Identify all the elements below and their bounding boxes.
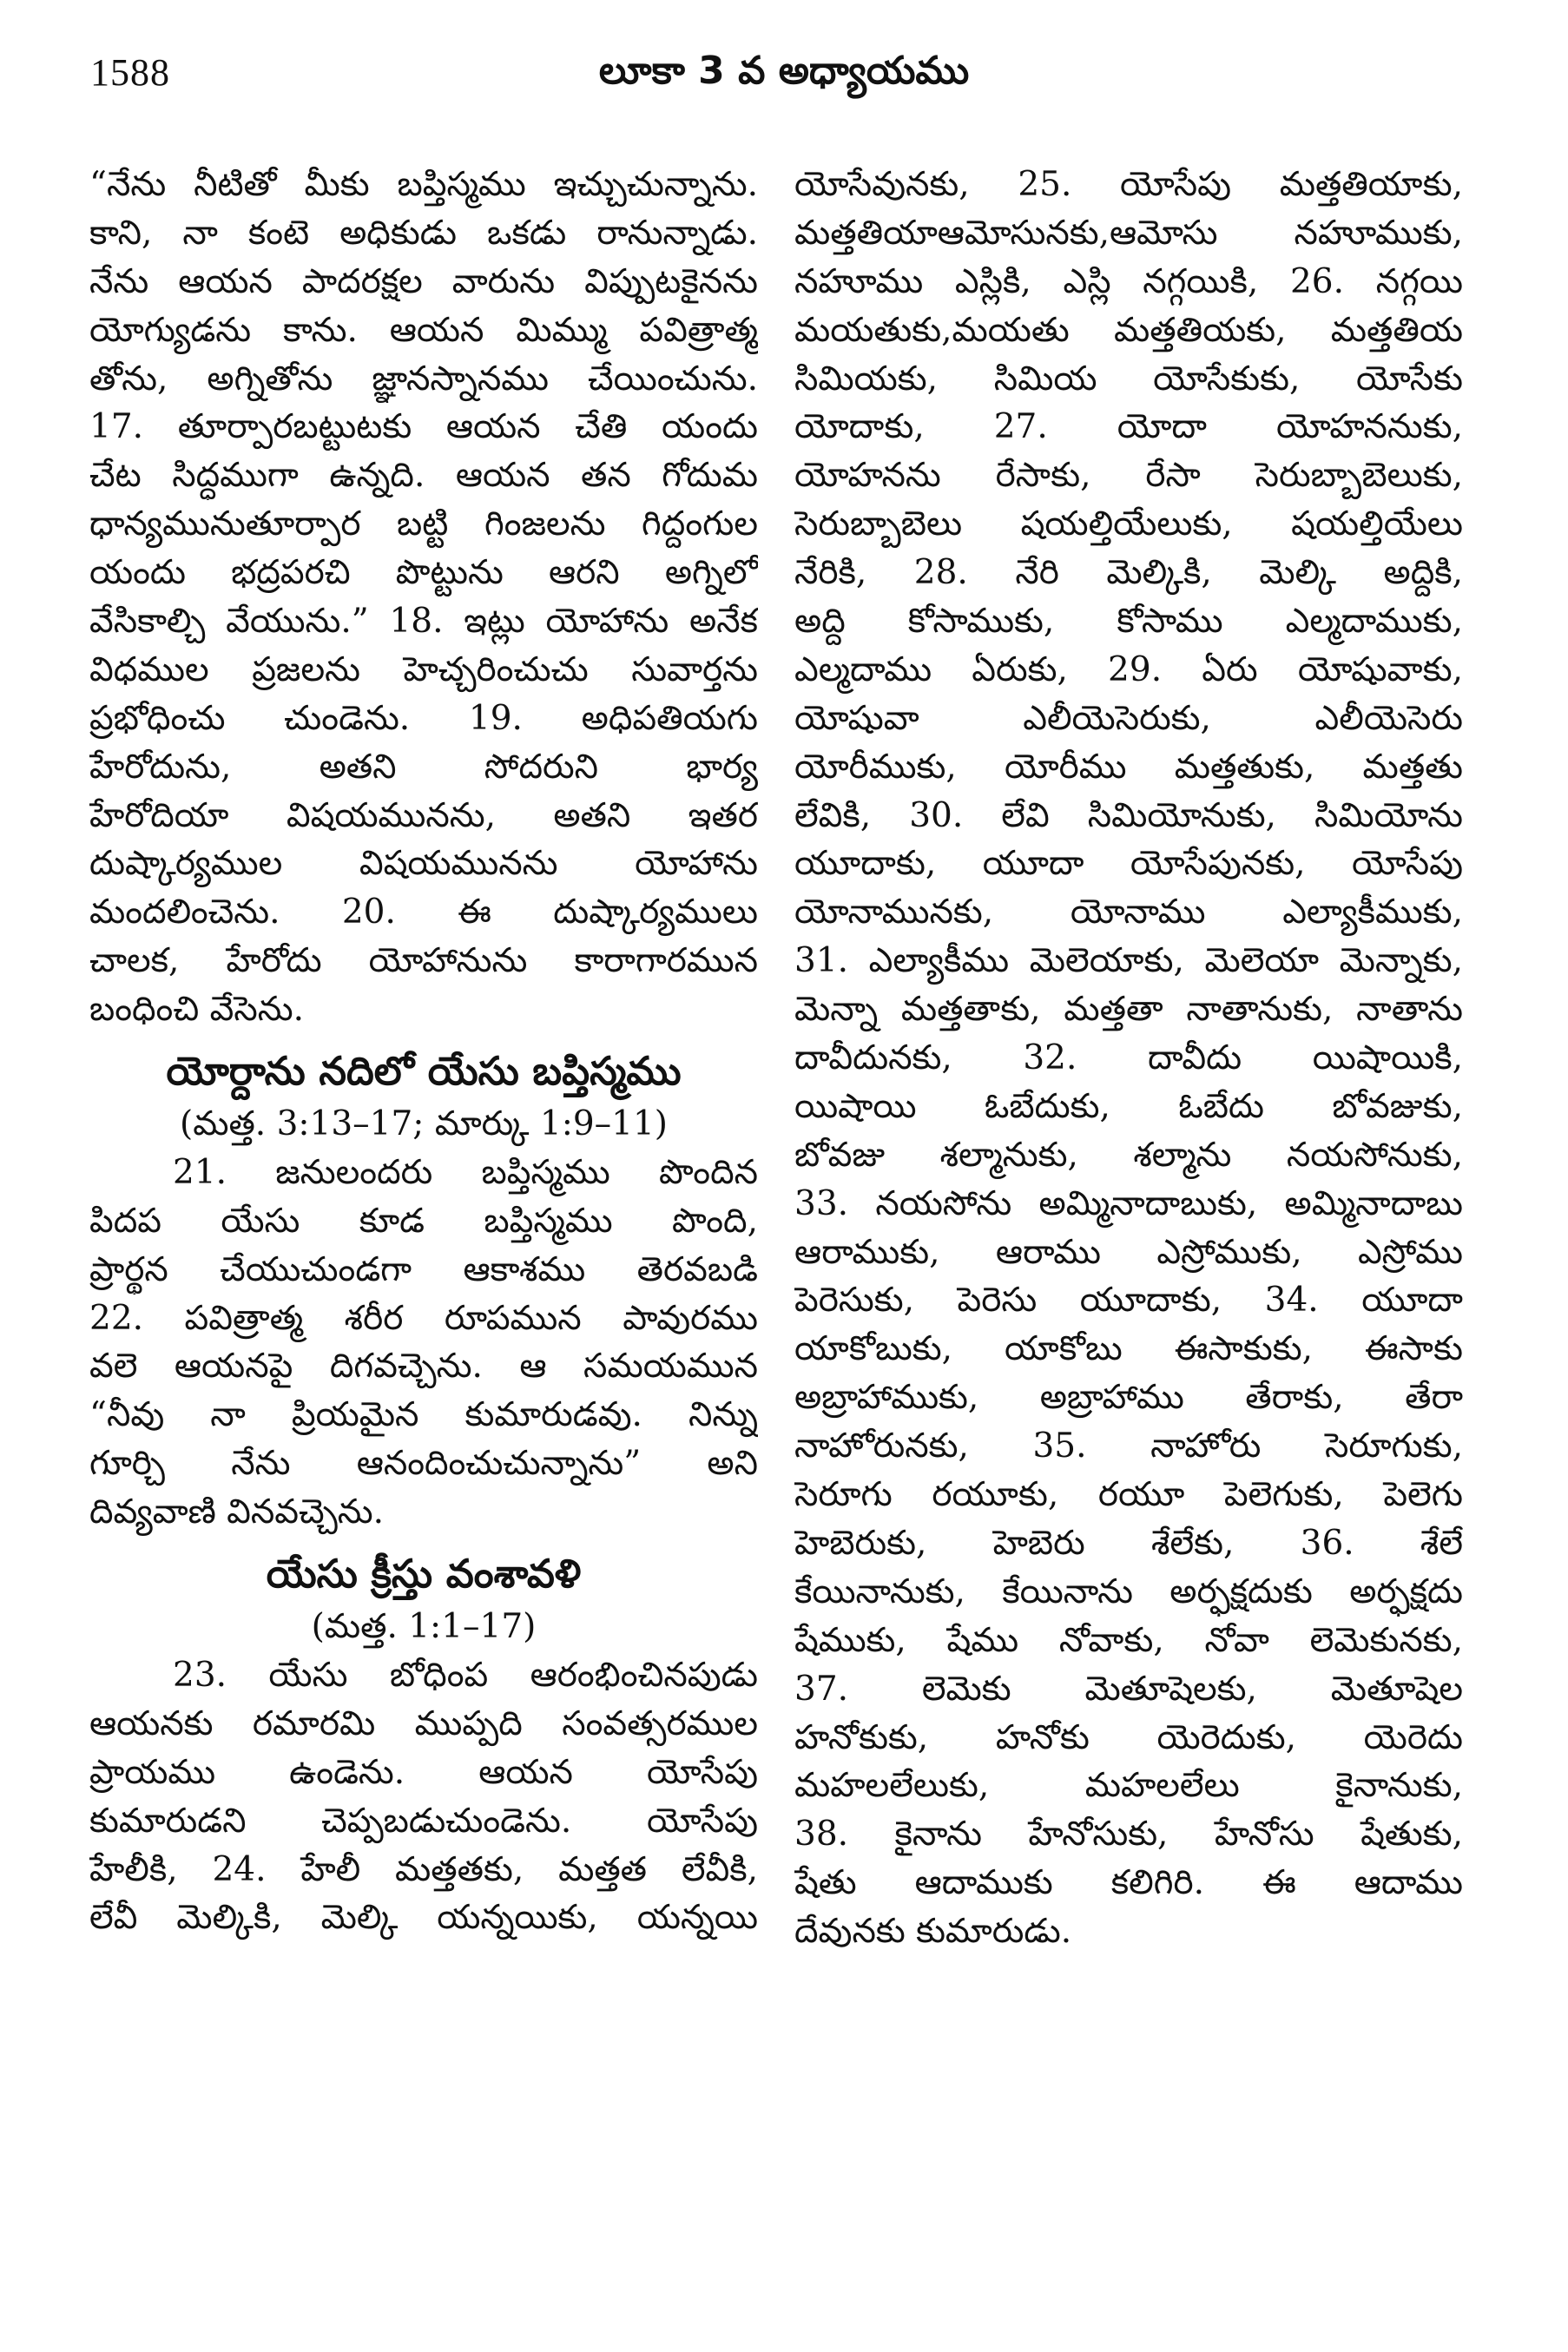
cross-reference-baptism: (మత్త. 3:13–17; మార్కు 1:9–11): [179, 1104, 668, 1144]
text-line: చాలక, హేరోదు యోహానును కారాగారమున: [89, 941, 758, 981]
text-line: హెబెరుకు, హెబెరు శేలేకు, 36. శేలే: [794, 1523, 1463, 1563]
paragraph-verses-16-20: [89, 161, 758, 1034]
text-line: యోషువా ఎలీయెసెరుకు, ఎలీయెసెరు: [794, 698, 1463, 738]
text-line: బంధించి వేసెను.: [89, 990, 304, 1030]
text-line: చేట సిద్ధముగా ఉన్నది. ఆయన తన గోదుమ: [89, 456, 758, 496]
text-line: హనోకుకు, హనోకు యెరెదుకు, యెరెదు: [794, 1717, 1463, 1757]
text-line: తోను, అగ్నితోను జ్ఞానస్నానము చేయించును.: [89, 359, 758, 399]
text-line: 22. పవిత్రాత్మ శరీర రూపమున పావురము: [89, 1298, 758, 1338]
text-line: గూర్చి నేను ఆనందించుచున్నాను” అని: [89, 1444, 758, 1484]
text-line: యందు భద్రపరచి పొట్టును ఆరని అగ్నిలో: [89, 553, 758, 593]
text-line: కేయినానుకు, కేయినాను అర్ఫక్షదుకు అర్ఫక్షదు: [794, 1571, 1463, 1611]
text-line: ఆరాముకు, ఆరాము ఎస్రోముకు, ఎస్రోము: [794, 1232, 1463, 1272]
text-line: వలె ఆయనపై దిగవచ్చెను. ఆ సమయమున: [89, 1347, 758, 1387]
paragraph-verses-23-24: [89, 1651, 758, 1942]
paragraph-verses-25-38: [794, 161, 1463, 1956]
running-head: లూకా 3 వ అధ్యాయము: [598, 49, 970, 93]
text-line: ఎల్మదాము ఏరుకు, 29. ఏరు యోషువాకు,: [794, 649, 1463, 689]
text-line: మహలలేలుకు, మహలలేలు కైనానుకు,: [794, 1766, 1463, 1806]
paragraph-verses-21-22: [89, 1149, 758, 1537]
text-line: కుమారుడని చెప్పబడుచుండెను. యోసేపు: [89, 1801, 758, 1841]
text-line: మెన్నా మత్తతాకు, మత్తతా నాతానుకు, నాతాను: [794, 990, 1463, 1030]
text-line: 33. నయసోను అమ్మినాదాబుకు, అమ్మినాదాబు: [794, 1183, 1463, 1223]
text-line: అబ్రాహాముకు, అబ్రాహాము తేరాకు, తేరా: [794, 1378, 1463, 1418]
text-line: లేవికి, 30. లేవి సిమియోనుకు, సిమియోను: [794, 795, 1463, 835]
text-line: “నేను నీటితో మీకు బప్తిస్మము ఇచ్చుచున్నాను.: [89, 165, 758, 204]
left-column: [89, 161, 758, 1942]
text-line: పిదప యేసు కూడ బప్తిస్మము పొంది,: [89, 1201, 758, 1241]
text-line: ఆయనకు రమారమి ముప్పది సంవత్సరముల: [89, 1703, 758, 1743]
text-line: 21. జనులందరు బప్తిస్మము పొందిన: [173, 1152, 758, 1192]
text-line: మత్తతియాఆమోసునకు,ఆమోసు నహూముకు,: [794, 213, 1463, 253]
text-line: మయతుకు,మయతు మత్తతియకు, మత్తతియ: [794, 310, 1463, 350]
text-line: దుష్కార్యముల విషయమునను యోహాను: [89, 844, 758, 884]
text-line: యోరీముకు, యోరీము మత్తతుకు, మత్తతు: [794, 747, 1463, 787]
text-line: దివ్యవాణి వినవచ్చెను.: [89, 1492, 385, 1532]
text-line: యోహనను రేసాకు, రేసా సెరుబ్బాబెలుకు,: [794, 456, 1463, 496]
text-line: సెరూగు రయూకు, రయూ పెలెగుకు, పెలెగు: [794, 1475, 1463, 1515]
right-column: [794, 161, 1463, 1956]
text-line: ప్రార్థన చేయుచుండగా ఆకాశము తెరవబడి: [89, 1249, 758, 1289]
text-line: నహూము ఎస్లికి, ఎస్లి నగ్గయికి, 26. నగ్గయి: [794, 261, 1463, 301]
text-line: హేరోదును, అతని సోదరుని భార్య: [89, 747, 758, 787]
page-number: 1588: [90, 51, 170, 94]
text-line: లేవీ మెల్కికి, మెల్కి యన్నయికు, యన్నయి: [89, 1898, 758, 1938]
text-line: 37. లెమెకు మెతూషెలకు, మెతూషెల: [794, 1669, 1463, 1709]
text-line: యోదాకు, 27. యోదా యోహననుకు,: [794, 407, 1463, 447]
cross-reference-genealogy: (మత్త. 1:1–17): [311, 1607, 537, 1647]
text-line: దేవునకు కుమారుడు.: [794, 1912, 1072, 1952]
text-line: షేముకు, షేము నోవాకు, నోవా లెమెకునకు,: [794, 1620, 1463, 1660]
text-line: 17. తూర్పారబట్టుటకు ఆయన చేతి యందు: [89, 407, 758, 447]
text-line: దావీదునకు, 32. దావీదు యిషాయికి,: [794, 1038, 1463, 1078]
text-line: 23. యేసు బోధింప ఆరంభించినపుడు: [173, 1655, 758, 1695]
text-line: యూదాకు, యూదా యోసేపునకు, యోసేపు: [794, 844, 1463, 884]
text-line: వేసికాల్చి వేయును.” 18. ఇట్లు యోహాను అనేక: [89, 602, 758, 642]
text-line: 31. ఎల్యాకీము మెలెయాకు, మెలెయా మెన్నాకు,: [794, 941, 1463, 981]
text-line: యోనామునకు, యోనాము ఎల్యాకీముకు,: [794, 893, 1463, 932]
text-line: బోవజు శల్మానుకు, శల్మాను నయసోనుకు,: [794, 1135, 1463, 1175]
text-line: విధముల ప్రజలను హెచ్చరించుచు సువార్తను: [89, 649, 758, 689]
text-line: “నీవు నా ప్రియమైన కుమారుడవు. నిన్ను: [89, 1395, 758, 1435]
text-line: 38. కైనాను హేనోసుకు, హేనోసు షేతుకు,: [794, 1815, 1463, 1855]
text-line: అద్ది కోసాముకు, కోసాము ఎల్మదాముకు,: [794, 602, 1463, 642]
text-line: మందలించెను. 20. ఈ దుష్కార్యములు: [89, 893, 758, 932]
text-line: నేరికి, 28. నేరి మెల్కికి, మెల్కి అద్దికి,: [794, 553, 1463, 593]
text-line: షేతు ఆదాముకు కలిగిరి. ఈ ఆదాము: [794, 1863, 1463, 1903]
text-line: హేలీకి, 24. హేలీ మత్తతకు, మత్తత లేవీకి,: [89, 1849, 758, 1889]
text-line: యాకోబుకు, యాకోబు ఈసాకుకు, ఈసాకు: [794, 1329, 1463, 1369]
text-line: యోసేవునకు, 25. యోసేపు మత్తతియాకు,: [794, 165, 1463, 204]
text-line: కాని, నా కంటె అధికుడు ఒకడు రానున్నాడు.: [89, 213, 758, 253]
text-line: నేను ఆయన పాదరక్షల వారును విప్పుటకైనను: [89, 261, 758, 301]
text-line: యిషాయి ఓబేదుకు, ఓబేదు బోవజుకు,: [794, 1086, 1463, 1126]
text-line: ధాన్యమునుతూర్పార బట్టి గింజలను గిద్దంగుల: [89, 504, 758, 544]
text-line: ప్రభోధించు చుండెను. 19. అధిపతియగు: [89, 698, 758, 738]
section-heading-baptism: యోర్దాను నదిలో యేసు బప్తిస్మము: [166, 1048, 682, 1095]
text-line: హేరోదియా విషయమునను, అతని ఇతర: [89, 795, 758, 835]
text-line: సిమియకు, సిమియ యోసేకుకు, యోసేకు: [794, 359, 1463, 399]
text-line: సెరుబ్బాబెలు షయల్తియేలుకు, షయల్తియేలు: [794, 504, 1463, 544]
text-line: పెరెసుకు, పెరెసు యూదాకు, 34. యూదా: [794, 1281, 1463, 1321]
text-line: ప్రాయము ఉండెను. ఆయన యోసేపు: [89, 1752, 758, 1792]
section-heading-genealogy: యేసు క్రీస్తు వంశావళి: [266, 1551, 582, 1598]
text-line: నాహోరునకు, 35. నాహోరు సెరూగుకు,: [794, 1426, 1463, 1466]
text-line: యోగ్యుడను కాను. ఆయన మిమ్ము పవిత్రాత్మ: [89, 310, 758, 350]
